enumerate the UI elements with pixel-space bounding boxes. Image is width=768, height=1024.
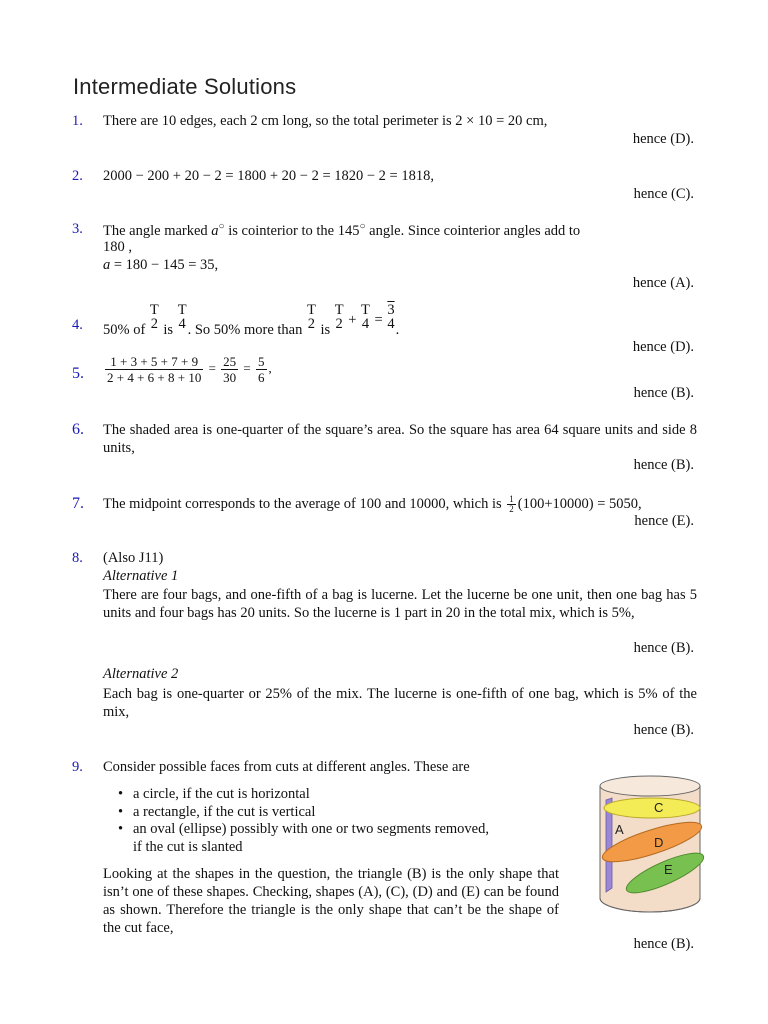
item-text: There are four bags, and one-fifth of a bag is lucerne. Let the lucerne be one unit, then one bag has 5 units and four bags has 20 units. So the lucerne is 1 part in 20 in the total mix, which is 5%, [103, 587, 697, 621]
answer: hence (A). [632, 275, 694, 291]
item-text-line3: a = 180 − 145 = 35, [103, 257, 219, 273]
item-number: 4. [72, 317, 83, 333]
figure-label-e: E [664, 862, 673, 877]
item-text: $\frac{1 + 3 + 5 + 7 + 9}{2 + 4 + 6 + 8 + 10}$ = $\frac{25}{30}$ = $\frac{5}{6}$ , [107, 354, 272, 385]
item-number: 9. [72, 759, 83, 775]
item-text: 50% of T 2 is T 4 . So 50% more than T 2 is T 2 + T 4 = 3 4 . [103, 302, 400, 339]
page-title: Intermediate Solutions [73, 74, 297, 99]
item-number: 7. [72, 495, 84, 512]
answer: hence (D). [632, 339, 694, 355]
item-text: The shaded area is one-quarter of the square’s area. So the square has area 64 square units and side 8 units, [103, 422, 697, 456]
item-number: 1. [72, 113, 83, 129]
item-number: 6. [72, 421, 84, 438]
bullet: • [118, 821, 124, 837]
answer: hence (B). [633, 457, 694, 473]
item-text: The midpoint corresponds to the average of 100 and 10000, which is $\frac{1}{2}$ (100+10000) = 5050, [103, 494, 642, 514]
answer: hence (B). [633, 385, 694, 401]
item-text: Consider possible faces from cuts at different angles. These are [103, 759, 470, 775]
figure-label-a: A [615, 822, 624, 837]
item-text: There are 10 edges, each 2 cm long, so the total perimeter is 2 × 10 = 20 cm, [103, 113, 548, 129]
alternative-heading: Alternative 1 [103, 568, 179, 584]
item-number: 3. [72, 221, 83, 237]
alternative-heading: Alternative 2 [103, 666, 179, 682]
bullet-text: a rectangle, if the cut is vertical [133, 804, 316, 820]
answer: hence (B). [633, 640, 694, 656]
item-note: (Also J11) [103, 550, 164, 566]
bullet: • [118, 786, 124, 802]
item-text: The angle marked a○ is cointerior to the 145○ angle. Since cointerior angles add to [103, 221, 581, 239]
answer: hence (D). [632, 131, 694, 147]
item-number: 2. [72, 168, 83, 184]
figure-label-d: D [654, 835, 664, 850]
item-text: Looking at the shapes in the question, the triangle (B) is the only shape that isn’t one of these shapes. Checking, shapes (A), (C), (D) and (E) can be found as shown. Therefore the triangle is the only shape that can’t be the shape of the cut face, [103, 866, 559, 936]
answer: hence (C). [633, 186, 694, 202]
item-text-line2: 180 , [103, 239, 132, 255]
item-number: 5. [72, 365, 84, 382]
answer: hence (E). [634, 513, 694, 529]
figure-label-c: C [654, 800, 664, 815]
cylinder-figure [590, 770, 710, 920]
bullet-text: a circle, if the cut is horizontal [133, 786, 310, 802]
item-number: 8. [72, 550, 83, 566]
bullet-text: an oval (ellipse) possibly with one or two segments removed, [133, 821, 489, 837]
bullet: • [118, 804, 124, 820]
item-text: 2000 − 200 + 20 − 2 = 1800 + 20 − 2 = 1820 − 2 = 1818, [103, 168, 434, 184]
item-text: Each bag is one-quarter or 25% of the mix. The lucerne is one-fifth of one bag, which is 5% of the mix, [103, 686, 697, 720]
bullet-text-continued: if the cut is slanted [133, 839, 243, 855]
answer: hence (B). [633, 722, 694, 738]
answer: hence (B). [633, 936, 694, 952]
